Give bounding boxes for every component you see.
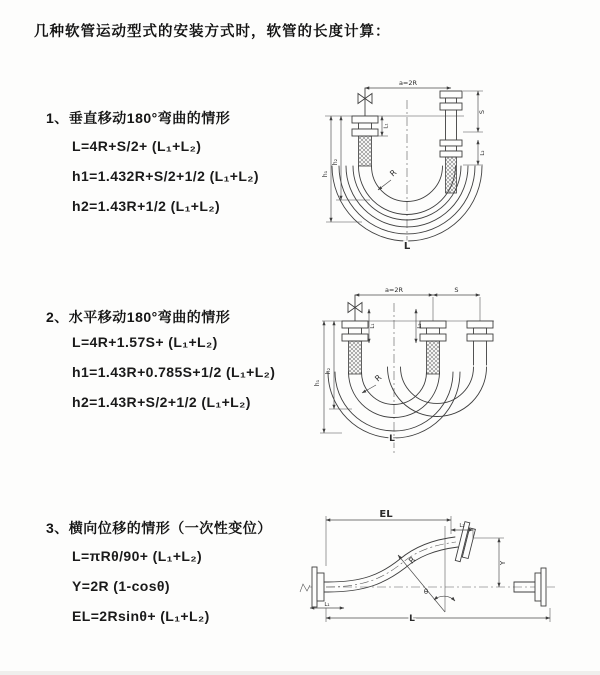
dim-label-l2: L₂ — [459, 523, 465, 529]
dim-label-y: Y — [499, 560, 507, 566]
dim-label-l1: L₁ — [370, 323, 376, 329]
valve-icon — [358, 88, 372, 116]
dim-label-theta: θ — [423, 588, 429, 596]
valve-icon — [348, 295, 362, 321]
section-3-heading: 3、横向位移的情形（一次性变位） — [46, 520, 272, 536]
scan-edge — [0, 671, 600, 675]
dim-label-l: L — [403, 241, 411, 252]
dim-label-r: R — [407, 555, 418, 566]
dim-label-r: R — [388, 167, 399, 179]
dim-label-l: L — [389, 434, 395, 444]
dim-label-s: S — [478, 109, 486, 115]
formula-line: L=4R+1.57S+ (L₁+L₂) — [72, 334, 218, 350]
formula-line: h2=1.43R+1/2 (L₁+L₂) — [72, 198, 221, 214]
dim-label-s: S — [454, 286, 459, 294]
dim-label-el: EL — [379, 509, 393, 520]
hose-u-bend-position2 — [388, 367, 487, 417]
formula-line: h1=1.43R+0.785S+1/2 (L₁+L₂) — [72, 364, 276, 380]
hose-s-curve — [326, 537, 458, 592]
diagram-horizontal-180-bend — [312, 281, 597, 461]
formula-line: EL=2Rsinθ+ (L₁+L₂) — [72, 608, 210, 624]
section-2-heading: 2、水平移动180°弯曲的情形 — [46, 309, 231, 325]
right-flange-assembly — [467, 321, 493, 365]
dim-label-l1: L₁ — [324, 602, 330, 608]
dim-label-l2: L₂ — [417, 323, 423, 329]
pipe-break-mark — [300, 584, 310, 592]
dim-label-a2r: a=2R — [384, 286, 404, 294]
diagram-lateral-displacement — [298, 500, 600, 655]
dim-label-h1: h₁ — [314, 379, 321, 387]
left-flange-assembly — [312, 567, 328, 607]
left-flange-assembly — [342, 321, 368, 374]
formula-line: h2=1.43R+S/2+1/2 (L₁+L₂) — [72, 394, 251, 410]
page-title: 几种软管运动型式的安装方式时，软管的长度计算： — [34, 24, 391, 40]
formula-line: L=4R+S/2+ (L₁+L₂) — [72, 138, 202, 154]
left-flange-assembly — [352, 116, 378, 166]
section-1-heading: 1、垂直移动180°弯曲的情形 — [46, 110, 231, 126]
dim-label-h2: h₂ — [332, 158, 339, 166]
dim-label-a2r: a=2R — [398, 79, 418, 87]
diagram-vertical-180-bend — [312, 74, 597, 258]
formula-line: Y=2R (1-cosθ) — [72, 578, 170, 594]
right-flange-assembly — [440, 91, 462, 193]
formula-line: L=πRθ/90+ (L₁+L₂) — [72, 548, 203, 564]
dim-label-l1: L₁ — [383, 123, 390, 129]
dim-label-l: L — [409, 614, 415, 624]
center-flange-assembly — [420, 321, 446, 374]
dim-label-r: R — [373, 372, 384, 384]
dim-label-h2: h₂ — [325, 367, 332, 375]
dim-label-h1: h₁ — [322, 170, 329, 178]
formula-line: h1=1.432R+S/2+1/2 (L₁+L₂) — [72, 168, 259, 184]
dim-label-l2: L₂ — [480, 150, 486, 156]
